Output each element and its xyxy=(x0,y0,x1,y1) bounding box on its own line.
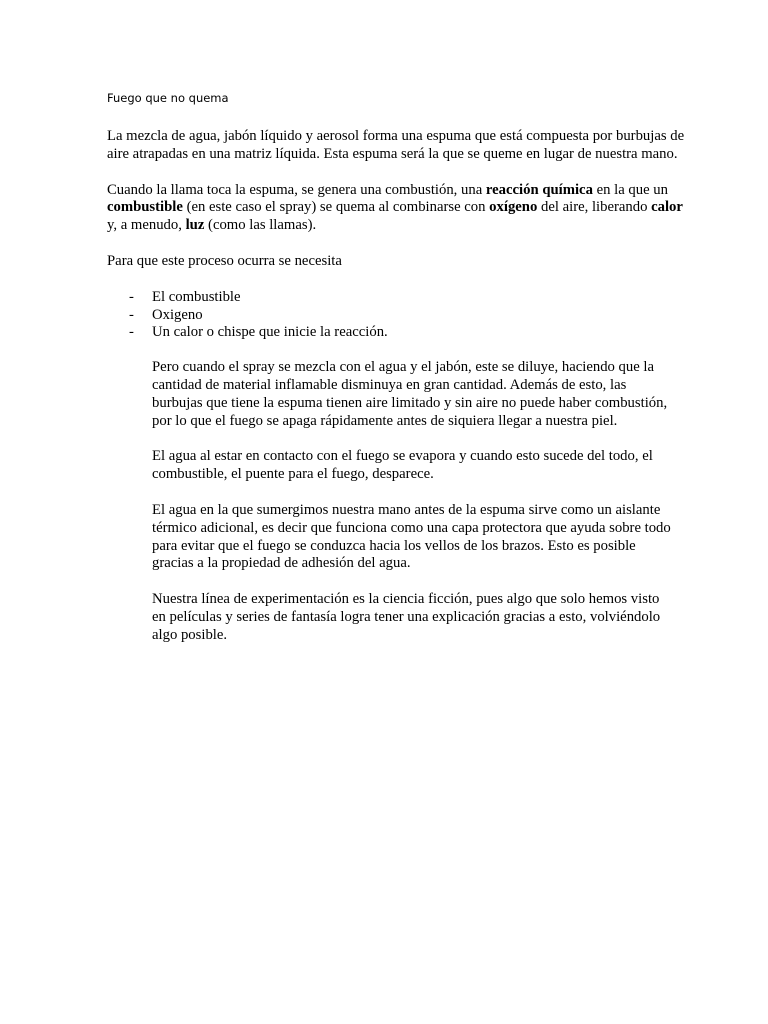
text-run: y, a menudo, xyxy=(107,217,186,234)
document-title: Fuego que no quema xyxy=(107,91,229,105)
paragraph-insulation: El agua en la que sumergimos nuestra mano antes de la espuma sirve como un aislante térmico adicional, es decir que funciona como una capa protectora que ayuda sobre todo para evitar que el fuego se conduzca hacia los vellos de los brazos. Esto es posible gracias a la propiedad de adhesión del agua. xyxy=(152,501,671,572)
paragraph-combustion xyxy=(107,182,687,235)
paragraph-conclusion: Nuestra línea de experimentación es la ciencia ficción, pues algo que solo hemos visto en películas y series de fantasía logra tener una explicación gracias a esto, volviéndolo algo posible. xyxy=(152,591,661,643)
list-item xyxy=(107,324,687,342)
bullet-dash: - xyxy=(129,306,134,323)
text-run: Cuando la llama toca la espuma, se genera una combustión, una xyxy=(107,181,486,198)
bold-term-reaccion-quimica: reacción química xyxy=(485,181,593,198)
paragraph-requirements-intro: Para que este proceso ocurra se necesita xyxy=(107,252,342,269)
paragraph-evaporation: El agua al estar en contacto con el fuego se evapora y cuando esto sucede del todo, el combustible, el puente para el fuego, desparece. xyxy=(152,448,653,483)
bold-term-oxigeno: oxígeno xyxy=(489,199,538,216)
paragraph-dilution: Pero cuando el spray se mezcla con el agua y el jabón, este se diluye, haciendo que la cantidad de material inflamable disminuya en gran cantidad. Además de esto, las burbujas que tiene la espuma tienen aire limitado y sin aire no puede haber combustión, por lo que el fuego se apaga rápidamente antes de siquiera llegar a nuestra piel. xyxy=(152,359,668,429)
list-item-text: El combustible xyxy=(152,288,241,305)
text-run: del aire, liberando xyxy=(537,199,652,216)
requirements-list xyxy=(107,289,687,342)
list-item-text: Un calor o chispe que inicie la reacción. xyxy=(152,324,388,341)
list-item xyxy=(107,307,687,325)
list-item xyxy=(107,289,687,307)
text-run: en la que un xyxy=(592,181,668,198)
bullet-dash: - xyxy=(129,288,134,305)
paragraph-intro: La mezcla de agua, jabón líquido y aerosol forma una espuma que está compuesta por burbujas de aire atrapadas en una matriz líquida. Esta espuma será la que se queme en lugar de nuestra mano. xyxy=(107,128,685,162)
bold-term-luz: luz xyxy=(185,217,205,234)
bold-term-calor: calor xyxy=(651,199,683,216)
bullet-dash: - xyxy=(129,324,134,341)
list-item-text: Oxigeno xyxy=(152,306,203,323)
document-body xyxy=(107,128,687,663)
text-run: (en este caso el spray) se quema al combinarse con xyxy=(182,199,490,216)
text-run: (como las llamas). xyxy=(204,217,317,234)
bold-term-combustible: combustible xyxy=(107,199,183,216)
